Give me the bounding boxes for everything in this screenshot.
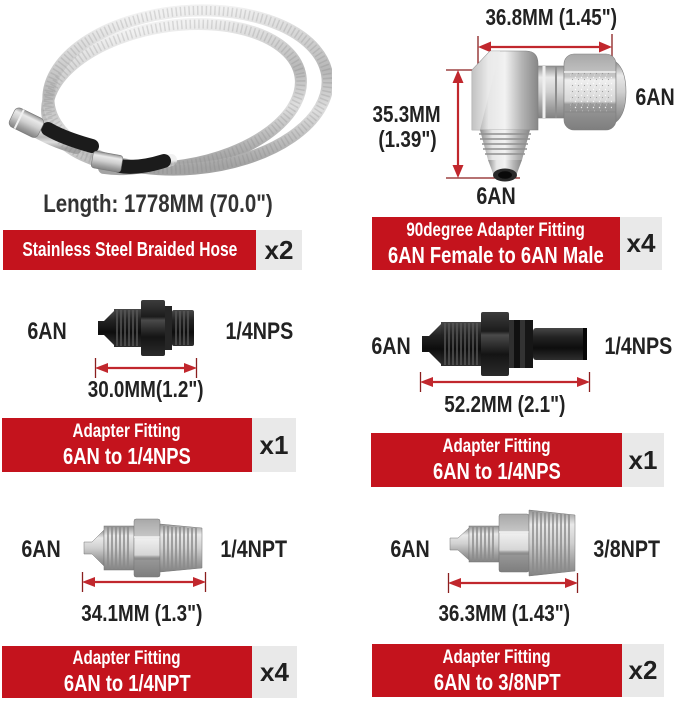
npt-three-eighths-dimension-arrow xyxy=(447,573,579,593)
elbow-banner-line1: 90degree Adapter Fitting xyxy=(406,219,586,241)
nps-short-banner-line2: 6AN to 1/4NPS xyxy=(63,443,191,469)
npt-quarter-dimension-text: 34.1MM (1.3") xyxy=(81,600,203,626)
npt-quarter-dimension-arrow xyxy=(81,572,207,592)
npt-three-eighths-fitting-image xyxy=(449,507,577,579)
elbow-height-dimension: 35.3MM (1.39") xyxy=(372,101,442,152)
npt-three-eighths-dimension-text: 36.3MM (1.43") xyxy=(438,600,571,626)
nps-short-qty-badge: x1 xyxy=(252,418,296,472)
npt-quarter-banner xyxy=(2,646,252,698)
braided-hose-image xyxy=(6,2,332,186)
nps-short-banner-line1: Adapter Fitting xyxy=(72,421,182,442)
elbow-fitting-image xyxy=(466,46,631,186)
npt-three-eighths-qty-badge: x2 xyxy=(622,644,664,697)
npt-three-eighths-banner-line1: Adapter Fitting xyxy=(442,646,552,668)
nps-short-label-right: 1/4NPS xyxy=(225,318,293,345)
elbow-width-dimension: 36.8MM (1.45") xyxy=(485,4,617,30)
nps-short-dimension-arrow xyxy=(94,358,198,378)
npt-three-eighths-label-left: 6AN xyxy=(390,536,430,563)
npt-three-eighths-banner-line2: 6AN to 3/8NPT xyxy=(433,668,561,695)
hose-qty-badge: x2 xyxy=(256,230,302,270)
nps-long-dimension-arrow xyxy=(419,372,591,392)
npt-three-eighths-label-right: 3/8NPT xyxy=(593,536,661,563)
nps-long-qty-badge: x1 xyxy=(622,433,664,487)
hose-banner xyxy=(3,230,256,270)
npt-three-eighths-banner xyxy=(372,644,622,697)
nps-long-banner-line2: 6AN to 1/4NPS xyxy=(432,458,561,484)
npt-quarter-label-left: 6AN xyxy=(21,536,61,563)
nps-short-banner xyxy=(2,418,252,472)
nps-long-label-right: 1/4NPS xyxy=(604,333,672,360)
npt-quarter-fitting-image xyxy=(83,517,205,579)
nps-long-fitting-image xyxy=(421,307,589,379)
nps-long-banner xyxy=(371,433,622,487)
elbow-label-right: 6AN xyxy=(635,84,675,111)
npt-quarter-label-right: 1/4NPT xyxy=(220,536,288,563)
npt-quarter-qty-badge: x4 xyxy=(252,646,297,698)
elbow-label-bottom: 6AN xyxy=(476,183,516,210)
nps-short-dimension-text: 30.0MM(1.2") xyxy=(88,376,204,402)
elbow-banner xyxy=(372,217,620,270)
nps-short-label-left: 6AN xyxy=(27,318,67,345)
hose-length-label: Length: 1778MM (70.0") xyxy=(43,190,273,218)
elbow-banner-line2: 6AN Female to 6AN Male xyxy=(388,241,604,268)
npt-quarter-banner-line2: 6AN to 1/4NPT xyxy=(63,670,191,696)
nps-long-label-left: 6AN xyxy=(371,333,411,360)
elbow-qty-badge: x4 xyxy=(620,217,662,270)
nps-short-fitting-image xyxy=(97,298,195,358)
hose-banner-text: Stainless Steel Braided Hose xyxy=(21,238,238,261)
nps-long-dimension-text: 52.2MM (2.1") xyxy=(444,391,566,417)
nps-long-banner-line1: Adapter Fitting xyxy=(442,436,551,457)
npt-quarter-banner-line1: Adapter Fitting xyxy=(72,648,182,669)
